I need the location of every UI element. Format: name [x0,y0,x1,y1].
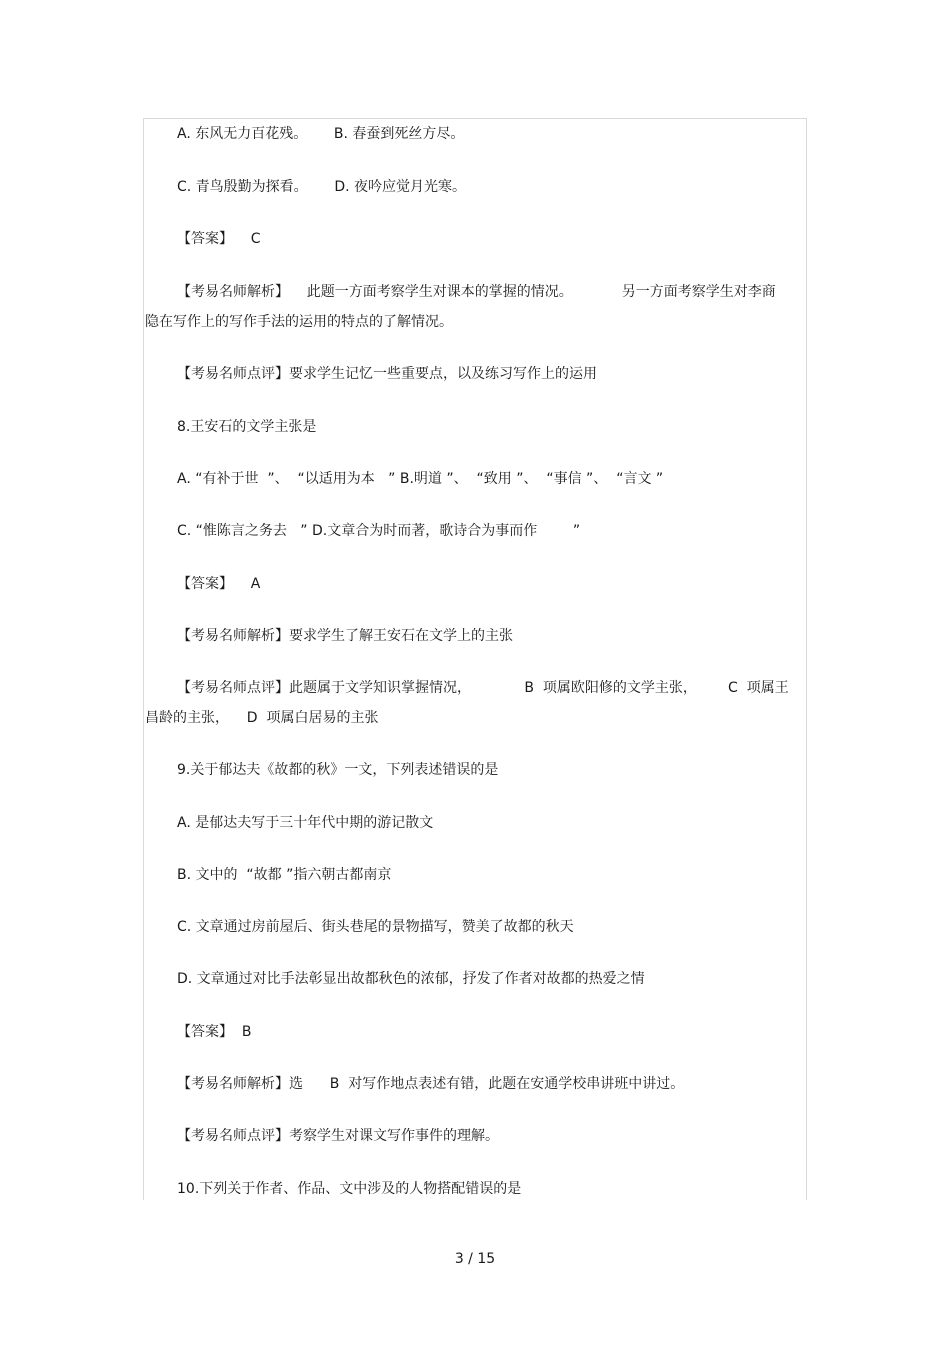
q7-analysis-line-1: 【考易名师解析】 此题一方面考察学生对课本的掌握的情况。 另一方面考察学生对李商 [177,284,776,300]
q8-question: 8.王安石的文学主张是 [177,419,317,435]
q9-option-d: D. 文章通过对比手法彰显出故都秋色的浓郁，抒发了作者对故都的热爱之情 [177,971,645,987]
q9-answer: 【答案】 B [177,1024,252,1040]
q7-comment: 【考易名师点评】要求学生记忆一些重要点，以及练习写作上的运用 [177,366,597,382]
q9-question: 9.关于郁达夫《故都的秋》一文，下列表述错误的是 [177,762,499,778]
q9-option-c: C. 文章通过房前屋后、街头巷尾的景物描写，赞美了故都的秋天 [177,919,574,935]
q9-option-a: A. 是郁达夫写于三十年代中期的游记散文 [177,815,434,831]
q7-options-a-b: A. 东风无力百花残。 B. 春蚕到死丝方尽。 [177,126,465,142]
q7-analysis-line-2: 隐在写作上的写作手法的运用的特点的了解情况。 [145,314,453,330]
q8-answer: 【答案】 A [177,576,261,592]
q10-question: 10.下列关于作者、作品、文中涉及的人物搭配错误的是 [177,1181,522,1197]
q8-options-c-d: C. “惟陈言之务去 ” D.文章合为时而著，歌诗合为事而作 ” [177,523,581,539]
q8-analysis: 【考易名师解析】要求学生了解王安石在文学上的主张 [177,628,513,644]
q8-options-a-b: A. “有补于世 ”、 “以适用为本 ” B.明道 ”、 “致用 ”、 “事信 ”、 “言文 ” [177,471,664,487]
q8-comment-line-1: 【考易名师点评】此题属于文学知识掌握情况， B 项属欧阳修的文学主张， C 项属王 [177,680,789,696]
q9-comment: 【考易名师点评】考察学生对课文写作事件的理解。 [177,1128,499,1144]
q9-option-b: B. 文中的 “故都 ”指六朝古都南京 [177,867,392,883]
q7-options-c-d: C. 青鸟殷勤为探看。 D. 夜吟应觉月光寒。 [177,179,467,195]
q8-comment-line-2: 昌龄的主张， D 项属白居易的主张 [145,710,379,726]
q9-analysis: 【考易名师解析】选 B 对写作地点表述有错，此题在安通学校串讲班中讲过。 [177,1076,685,1092]
page-number: 3 / 15 [454,1251,496,1267]
q7-answer: 【答案】 C [177,231,261,247]
